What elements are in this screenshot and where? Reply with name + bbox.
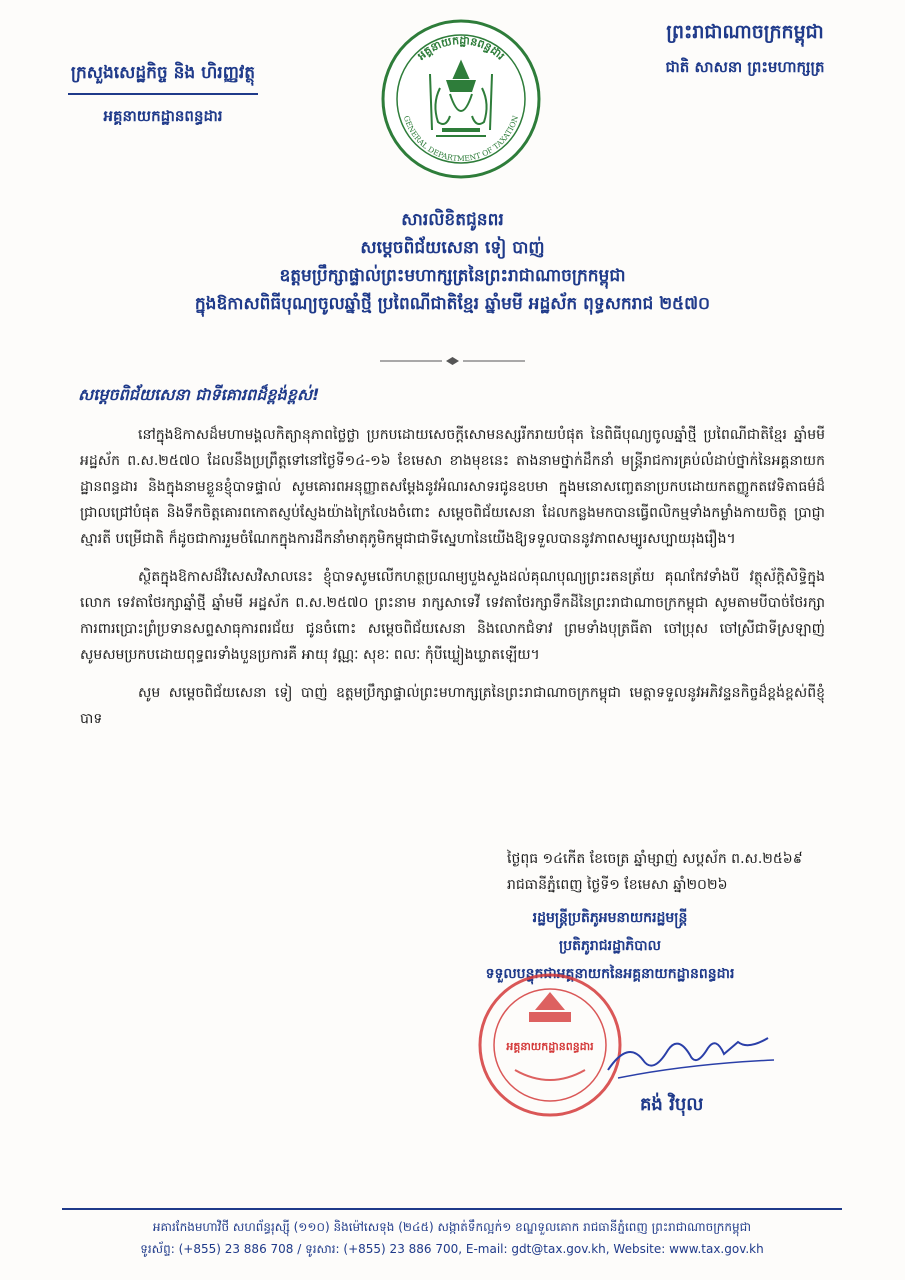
- footer-address: អគារកែងមហាវិថី សហព័ន្ធរុស្ស៊ី (១១០) និងម៉ៅសេទុង (២៤៥) សង្កាត់ទឹកល្អក់១ ខណ្ឌទួលគោក រាជធានីភ្នំពេញ ព្រះរាជាណាចក្រកម្ពុជា: [152, 1220, 752, 1234]
- letter-title: [60, 206, 845, 318]
- seal-bottom-text: GENERAL DEPARTMENT OF TAXATION: [401, 114, 521, 164]
- date-block: [507, 846, 837, 898]
- department-name: អគ្គនាយកដ្ឋានពន្ធដារ: [103, 107, 223, 125]
- title-line-3: ឧត្តមប្រឹក្សាផ្ទាល់ព្រះមហាក្សត្រនៃព្រះរាជាណាចក្រកម្ពុជា: [279, 266, 626, 286]
- seal-top-text: អគ្គនាយកដ្ឋានពន្ធដារ: [414, 33, 508, 63]
- handwritten-signature-icon: [598, 1020, 778, 1090]
- footer-rule: [62, 1208, 842, 1210]
- footer: [62, 1216, 842, 1260]
- signer-title-2: ប្រតិភូរាជរដ្ឋាភិបាល: [559, 938, 661, 954]
- ornament-divider-icon: [380, 356, 525, 366]
- footer-contacts: ទូរស័ព្ទ: (+855) 23 886 708 / ទូរសារ: (+855) 23 886 700, E-mail: gdt@tax.gov.kh, Website: www.tax.gov.kh: [140, 1242, 764, 1256]
- kingdom-header: [625, 20, 865, 80]
- signer-title-1: រដ្ឋមន្ត្រីប្រតិភូអមនាយករដ្ឋមន្ត្រី: [532, 910, 688, 926]
- header-rule: [68, 93, 258, 95]
- salutation: សម្តេចពិជ័យសេនា ជាទីគោរពដ៏ខ្ពង់ខ្ពស់!: [78, 385, 320, 404]
- lunar-date: ថ្ងៃពុធ ១៤កើត ខែចេត្រ ឆ្នាំម្សាញ់ សប្តស័ក ព.ស.២៥៦៩: [507, 851, 803, 867]
- letter-body: [80, 422, 825, 744]
- body-paragraph-1: នៅក្នុងឱកាសដ៏មហាមង្គលកិត្យានុភាពថ្លៃថ្លា ប្រកបដោយសេចក្តីសោមនស្សរីករាយបំផុត នៃពិធីបុណ្យចូលឆ្នាំថ្មី ប្រពៃណីជាតិខ្មែរ ឆ្នាំមមី អដ្ឋស័ក ព.ស.២៥៧០ ដែលនឹងប្រព្រឹត្តទៅនៅថ្ងៃទី១៤-១៦ ខែមេសា ខាងមុខនេះ តាងនាមថ្នាក់ដឹកនាំ មន្ត្រីរាជការគ្រប់លំដាប់ថ្នាក់នៃអគ្គនាយកដ្ឋានពន្ធដារ និងក្នុងនាមខ្លួនខ្ញុំបាទផ្ទាល់ សូមគោរពអនុញ្ញាតសម្តែងនូវអំណរសាទរជូនឧបមា ក្នុងមនោសញ្ចេតនាប្រកបដោយកតញ្ញូកតវេទិតាធម៌ដ៏ជ្រាលជ្រៅបំផុត និងទឹកចិត្តគោរពកោតស្ញប់ស្ញែងយ៉ាងក្រៃលែងចំពោះ សម្តេចពិជ័យសេនា ដែលកន្លងមកបានធ្វើពលិកម្មទាំងកម្លាំងកាយចិត្ត ប្រាជ្ញា ស្មារតី បម្រើជាតិ ក៏ដូចជាការរួមចំណែកក្នុងការដឹកនាំមាតុភូមិកម្ពុជាជាទីស្នេហានៃយើងឱ្យទទួលបាននូវភាពសម្បូរសប្បាយរុងរឿង។: [80, 427, 825, 547]
- stamp-text: អគ្គនាយកដ្ឋានពន្ធដារ: [506, 1040, 594, 1053]
- body-paragraph-2: ស្ថិតក្នុងឱកាសដ៏វិសេសវិសាលនេះ ខ្ញុំបាទសូមលើកហត្ថប្រណម្យបួងសួងដល់គុណបុណ្យព្រះរតនត្រ័យ គុណកែវទាំងបី វត្ថុស័ក្តិសិទ្ធិក្នុងលោក ទេវតាថែរក្សាឆ្នាំថ្មី ឆ្នាំមមី អដ្ឋស័ក ព.ស.២៥៧០ ព្រះនាម រាក្សសាទេវី ទេវតាថែរក្សាទឹកដីនៃព្រះរាជាណាចក្រកម្ពុជា សូមតាមបីបាច់ថែរក្សាការពារប្រោះព្រំប្រទានសព្ទសាធុការពរជ័យ ជូនចំពោះ សម្តេចពិជ័យសេនា និងលោកជំទាវ ព្រមទាំងបុត្រធីតា ចៅប្រុស ចៅស្រីជាទីស្រឡាញ់ សូមសមប្រកបដោយពុទ្ធពរទាំងបួនប្រការគឺ អាយុ វណ្ណៈ សុខៈ ពលៈ កុំបីឃ្លៀងឃ្លាតឡើយ។: [80, 569, 825, 663]
- title-line-4: ក្នុងឱកាសពិធីបុណ្យចូលឆ្នាំថ្មី ប្រពៃណីជាតិខ្មែរ ឆ្នាំមមី អដ្ឋស័ក ពុទ្ធសករាជ ២៥៧០: [194, 294, 711, 314]
- title-line-2: សម្តេចពិជ័យសេនា ទៀ បាញ់: [360, 238, 545, 258]
- title-line-1: សារលិខិតជូនពរ: [401, 210, 504, 230]
- signer-name: គង់ វិបុល: [640, 1094, 704, 1115]
- body-paragraph-3: សូម សម្តេចពិជ័យសេនា ទៀ បាញ់ ឧត្តមប្រឹក្សាផ្ទាល់ព្រះមហាក្សត្រនៃព្រះរាជាណាចក្រកម្ពុជា មេត្តាទទួលនូវអភិវន្ទនកិច្ចដ៏ខ្ពង់ខ្ពស់ពីខ្ញុំបាទ: [80, 685, 825, 727]
- solar-date: រាជធានីភ្នំពេញ ថ្ងៃទី១ ខែមេសា ឆ្នាំ២០២៦: [507, 877, 728, 893]
- ministry-header: [38, 62, 288, 129]
- department-seal-icon: [380, 18, 542, 180]
- national-motto: ជាតិ សាសនា ព្រះមហាក្សត្រ: [665, 58, 825, 76]
- ministry-name: ក្រសួងសេដ្ឋកិច្ច និង ហិរញ្ញវត្ថុ: [70, 63, 256, 83]
- signer-title-3: ទទួលបន្ទុកជាអគ្គនាយកនៃអគ្គនាយកដ្ឋានពន្ធដារ: [485, 966, 735, 982]
- kingdom-name: ព្រះរាជាណាចក្រកម្ពុជា: [666, 21, 824, 43]
